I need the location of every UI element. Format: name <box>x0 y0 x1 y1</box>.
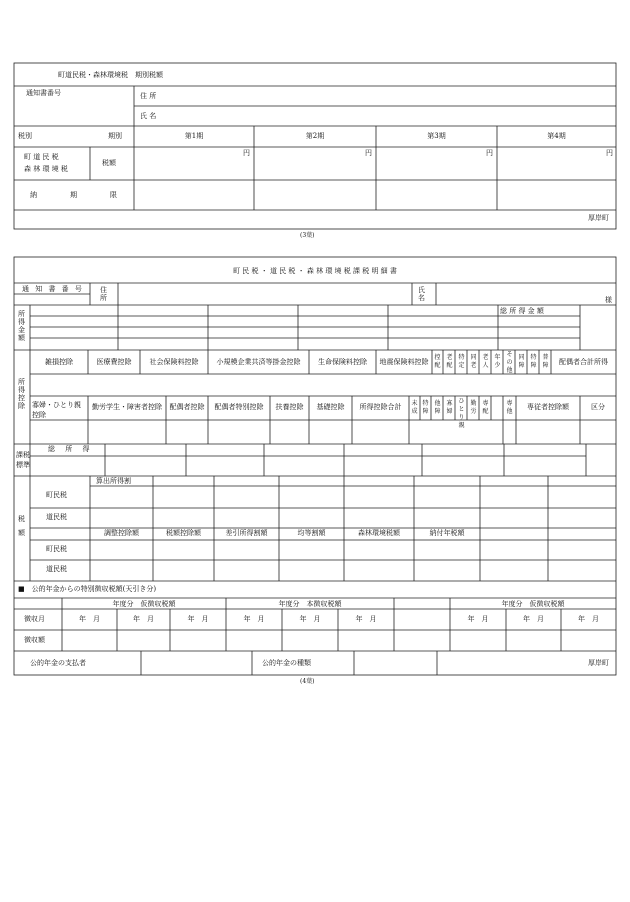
sama-label: 様 <box>605 296 612 304</box>
period-2: 第2期 <box>305 132 325 140</box>
ded2-small-1: 未成 <box>411 400 418 415</box>
ded-small-7: その他 <box>506 351 513 374</box>
collect-month-label: 徴収月 <box>24 615 45 623</box>
ded2-small-3: 他障 <box>434 400 441 415</box>
form-b-title: 町 民 税 ・ 道 民 税 ・ 森 林 環 境 税 課 税 明 細 書 <box>233 267 397 275</box>
yen-4: 円 <box>606 149 613 157</box>
ded-small-business: 小規模企業共済等掛金控除 <box>216 358 301 366</box>
ded-small-1: 控配 <box>434 354 441 369</box>
period-4: 第4期 <box>547 132 566 140</box>
tax-section-label: 税額 <box>18 515 25 537</box>
ded2-small-5: ひとり親 <box>458 398 465 429</box>
ym-4: 年 月 <box>243 615 265 623</box>
pension-type-label: 公的年金の種類 <box>262 659 311 667</box>
ym-7: 年 月 <box>467 615 489 623</box>
provisional-head-2: 年度分 仮徴収税額 <box>501 600 565 608</box>
ded-spouse: 配偶者控除 <box>169 403 205 411</box>
due-char-2: 期 <box>70 191 77 199</box>
ded-basic: 基礎控除 <box>316 403 345 411</box>
tax-col-percapita: 均等割額 <box>297 529 326 537</box>
category-label: 区分 <box>591 403 605 411</box>
ded-spouse-special: 配偶者特別控除 <box>214 403 264 411</box>
name-label-b: 氏名 <box>418 286 425 302</box>
town-tax-row-1: 町民税 <box>46 491 67 499</box>
tax-amount-label: 税額 <box>102 159 116 167</box>
tax-col-adjust: 調整控除額 <box>104 529 139 537</box>
ded-small-2: 老配 <box>446 354 453 369</box>
yen-1: 円 <box>243 149 250 157</box>
income-section-label: 所得金額 <box>18 310 25 342</box>
pension-payer-label: 公的年金の支払者 <box>30 659 86 667</box>
ym-2: 年 月 <box>133 615 154 623</box>
ded2-small-6: 勤労 <box>470 400 477 415</box>
sheet-number-3: (3葉) <box>300 232 315 239</box>
forest-tax-label: 森 林 環 境 税 <box>24 165 68 173</box>
provisional-head-1: 年度分 仮徴収税額 <box>112 600 176 608</box>
name-label: 氏 名 <box>140 112 157 120</box>
ded-small-10: 普障 <box>542 354 549 369</box>
ded-small-4: 同老 <box>470 354 477 369</box>
dependent-total-label: 専従者控除額 <box>527 403 569 411</box>
ded-life-insurance: 生命保険料控除 <box>318 358 367 366</box>
ded-small-6: 年少 <box>494 354 501 369</box>
taxbase-total-label: 総 所 得 <box>48 445 94 453</box>
ded-social-insurance: 社会保険料控除 <box>149 358 199 366</box>
ym-6: 年 月 <box>355 615 377 623</box>
ded-small-9: 特障 <box>530 354 537 369</box>
ded-dependent: 扶養控除 <box>275 403 304 411</box>
tax-kind-label: 税別 <box>18 132 32 140</box>
ded2-small-4: 寡婦 <box>446 400 453 415</box>
town-name-b: 厚岸町 <box>588 659 609 667</box>
tax-col-net: 差引所得割額 <box>225 529 268 537</box>
taxbase-section-label: 課税標準 <box>16 451 30 469</box>
ded2-small-8: 専他 <box>506 400 513 415</box>
ded-small-3: 特定 <box>458 354 465 369</box>
yen-2: 円 <box>365 149 372 157</box>
sheet-number-4: (4葉) <box>300 678 315 685</box>
tax-col-credit: 税額控除額 <box>166 529 201 537</box>
ded-medical: 医療費控除 <box>96 358 132 366</box>
ded-small-5: 老人 <box>482 354 489 369</box>
period-label: 期別 <box>108 132 122 140</box>
total-income-label: 総 所 得 金 額 <box>500 307 544 315</box>
calc-income-label: 算出所得割 <box>96 477 131 485</box>
due-char-3: 限 <box>110 191 117 199</box>
period-1: 第1期 <box>184 132 204 140</box>
town-name-a: 厚岸町 <box>588 214 609 222</box>
deduction-section-label: 所得控除 <box>18 378 25 410</box>
ym-5: 年 月 <box>299 615 321 623</box>
town-tax-label: 町 道 民 税 <box>24 153 59 161</box>
ym-1: 年 月 <box>79 615 100 623</box>
ded-total: 所得控除合計 <box>359 403 402 411</box>
ded2-small-7: 専配 <box>482 400 489 415</box>
ym-8: 年 月 <box>523 615 544 623</box>
pref-tax-row-2: 道民税 <box>46 565 67 573</box>
address-label: 住 所 <box>140 92 157 100</box>
notice-number-label: 通知書番号 <box>26 89 61 97</box>
ym-9: 年 月 <box>578 615 599 623</box>
period-3: 第3期 <box>427 132 446 140</box>
ded-small-8: 同障 <box>518 354 525 369</box>
ded-working-student: 勤労学生・障害者控除 <box>92 403 162 411</box>
main-head: 年度分 本徴収税額 <box>278 600 342 608</box>
form-a-title: 町道民税・森林環境税 期別税額 <box>58 71 163 79</box>
pref-tax-row-1: 道民税 <box>46 513 67 521</box>
yen-3: 円 <box>486 149 493 157</box>
ded-widow: 寡婦・ひとり親控除 <box>32 401 81 419</box>
tax-col-annual: 納付年税額 <box>429 529 465 537</box>
pension-title: ■ 公的年金からの特別徴収税額(天引き分) <box>18 585 157 593</box>
town-tax-row-2: 町民税 <box>46 545 67 553</box>
address-label-b: 住所 <box>100 286 107 302</box>
ded-casualty: 雑損控除 <box>45 358 73 366</box>
ym-3: 年 月 <box>187 615 209 623</box>
due-char-1: 納 <box>30 191 37 199</box>
spouse-income-label: 配偶者合計所得 <box>559 358 608 366</box>
tax-col-forest: 森林環境税額 <box>358 529 400 537</box>
ded-earthquake-insurance: 地震保険料控除 <box>379 358 429 366</box>
notice-number-label-b: 通 知 書 番 号 <box>22 285 84 293</box>
ded2-small-2: 特障 <box>422 400 429 415</box>
collect-amount-label: 徴収額 <box>24 636 45 644</box>
